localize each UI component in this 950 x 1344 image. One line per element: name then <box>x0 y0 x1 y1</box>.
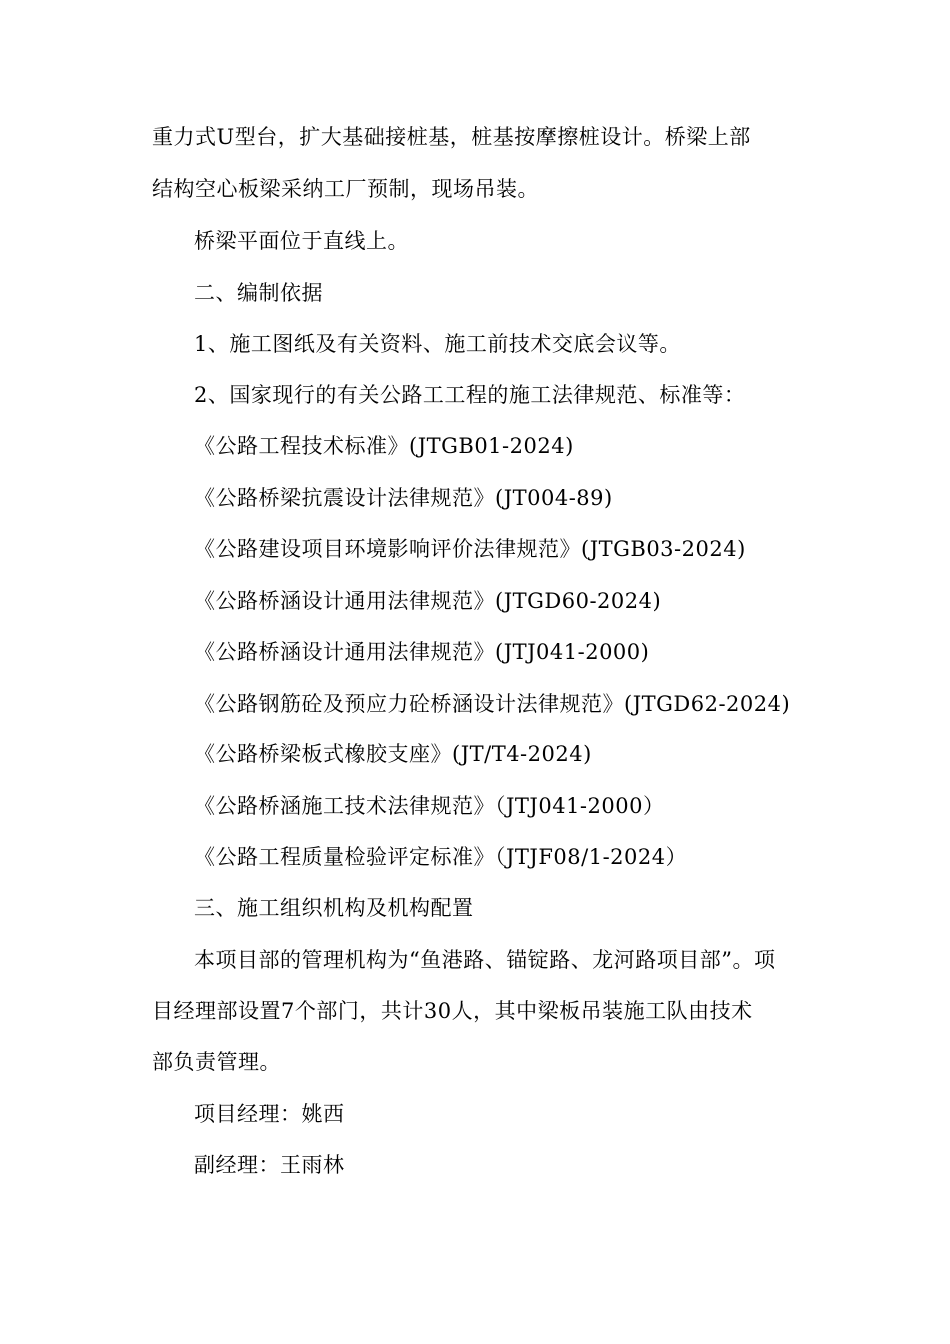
list-item: 2、国家现行的有关公路工工程的施工法律规范、标准等： <box>194 383 746 407</box>
paragraph-line: 本项目部的管理机构为“鱼港路、锚锭路、龙河路项目部”。项 <box>194 948 776 972</box>
standard-reference: 《公路钢筋砼及预应力砼桥涵设计法律规范》(JTGD62-2024) <box>194 692 791 716</box>
paragraph-line: 桥梁平面位于直线上。 <box>194 229 409 253</box>
section-heading: 二、编制依据 <box>194 281 323 305</box>
paragraph-line: 目经理部设置7个部门，共计30人，其中梁板吊装施工队由技术 <box>152 999 753 1023</box>
staff-line: 副经理：王雨林 <box>194 1153 345 1177</box>
standard-reference: 《公路桥梁板式橡胶支座》(JT/T4-2024) <box>194 742 592 766</box>
section-heading: 三、施工组织机构及机构配置 <box>194 896 474 920</box>
standard-reference: 《公路工程技术标准》(JTGB01-2024) <box>194 434 574 458</box>
paragraph-line: 重力式U型台，扩大基础接桩基，桩基按摩擦桩设计。桥梁上部 <box>152 125 751 149</box>
staff-line: 项目经理：姚西 <box>194 1102 345 1126</box>
paragraph-line: 部负责管理。 <box>152 1050 281 1074</box>
list-item: 1、施工图纸及有关资料、施工前技术交底会议等。 <box>194 332 681 356</box>
standard-reference: 《公路工程质量检验评定标准》（JTJF08/1-2024） <box>194 845 688 869</box>
standard-reference: 《公路桥涵施工技术法律规范》（JTJ041-2000） <box>194 794 665 818</box>
standard-reference: 《公路桥涵设计通用法律规范》(JTGD60-2024) <box>194 589 662 613</box>
paragraph-line: 结构空心板梁采纳工厂预制，现场吊装。 <box>152 177 539 201</box>
standard-reference: 《公路桥涵设计通用法律规范》(JTJ041-2000) <box>194 640 650 664</box>
standard-reference: 《公路建设项目环境影响评价法律规范》(JTGB03-2024) <box>194 537 746 561</box>
standard-reference: 《公路桥梁抗震设计法律规范》(JT004-89) <box>194 486 613 510</box>
